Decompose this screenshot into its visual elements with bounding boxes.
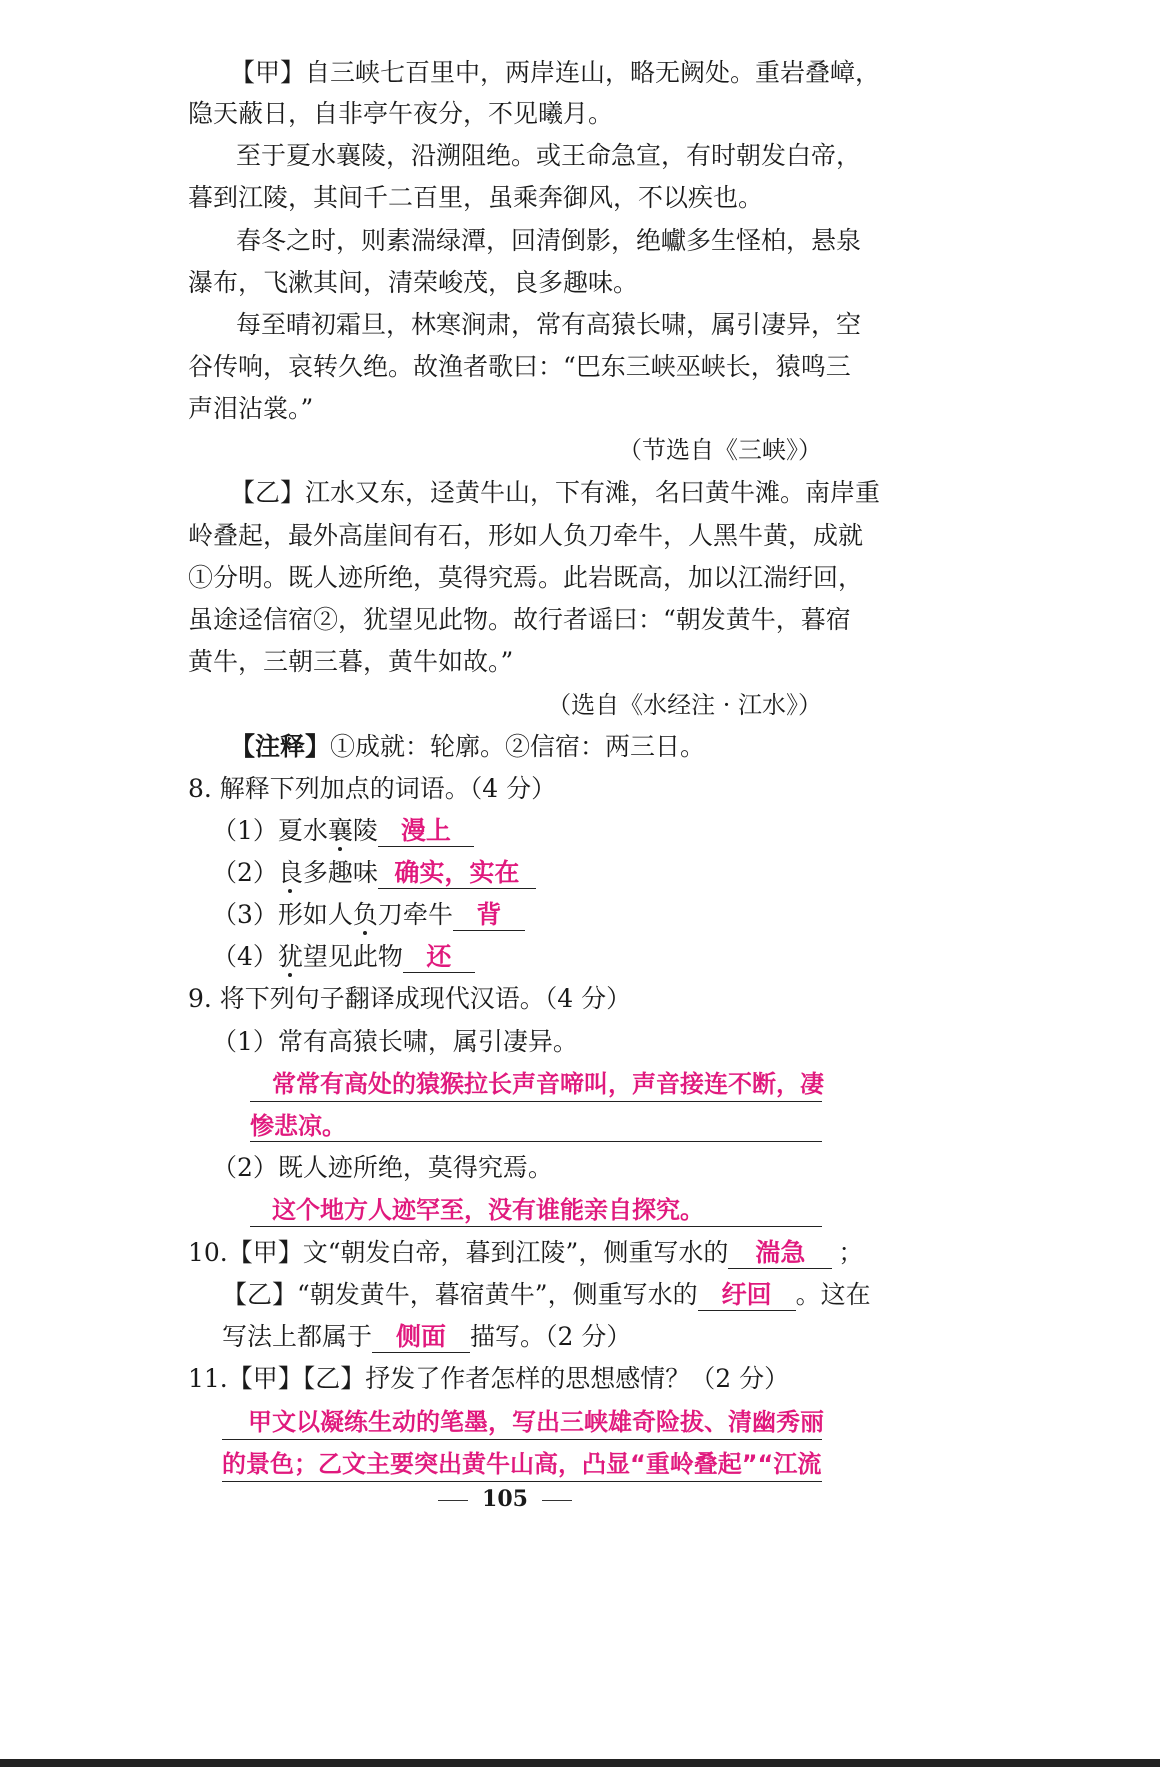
page-number: 105 [0, 1486, 1010, 1512]
passage-jia-line: 春冬之时，则素湍绿潭，回清倒影，绝巘多生怪柏，悬泉 [236, 226, 862, 255]
q11-stem: 11.【甲】【乙】抒发了作者怎样的思想感情？（2 分） [188, 1364, 790, 1393]
passage-jia-line: 每至晴初霜旦，林寒涧肃，常有高猿长啸，属引凄异，空 [236, 310, 862, 339]
passage-yi-line: 黄牛，三朝三暮，黄牛如故。” [188, 647, 514, 676]
q9-answer-2: 这个地方人迹罕至，没有谁能亲自探究。 [272, 1196, 704, 1224]
q10-answer-blank-2: 纡回 [698, 1280, 796, 1311]
emphasis-dot-char: 负 [352, 900, 378, 929]
q8-item: （3）形如人负刀牵牛 背 [212, 898, 525, 932]
passage-yi-source: （选自《水经注 · 江水》） [547, 691, 822, 719]
page-number-dash [542, 1500, 572, 1501]
q11-answer-line-2: 的景色；乙文主要突出黄牛山高，凸显“重岭叠起”“江流 [222, 1450, 822, 1478]
passage-jia-line: 瀑布，飞漱其间，清荣峻茂，良多趣味。 [188, 268, 639, 297]
passage-jia-line: 谷传响，哀转久绝。故渔者歌曰：“巴东三峡巫峡长，猿鸣三 [188, 352, 851, 381]
q10-line-2: 【乙】“朝发黄牛，暮宿黄牛”，侧重写水的 纡回 。这在 [222, 1280, 871, 1309]
passage-jia-line: 【甲】自三峡七百里中，两岸连山，略无阙处。重岩叠嶂， [230, 58, 881, 87]
notes-text: ①成就：轮廓。②信宿：两三日。 [330, 732, 706, 761]
passage-yi-line: ①分明。既人迹所绝，莫得究焉。此岩既高，加以江湍纡回， [188, 563, 864, 592]
answer-underline [250, 1141, 822, 1142]
q8-item: （2）良多趣味 确实，实在 [212, 856, 536, 890]
answer-underline [250, 1226, 822, 1227]
passage-jia-line: 至于夏水襄陵，沿溯阻绝。或王命急宣，有时朝发白帝， [236, 141, 862, 170]
q9-stem: 9. 将下列句子翻译成现代汉语。（4 分） [188, 984, 632, 1013]
q10-answer-blank-3: 侧面 [372, 1322, 470, 1353]
passage-yi-line: 【乙】江水又东，迳黄牛山，下有滩，名曰黄牛滩。南岸重 [230, 478, 881, 507]
q9-answer-1-line-2: 惨悲凉。 [250, 1112, 346, 1140]
q8-item: （1）夏水襄陵 漫上 [212, 814, 474, 848]
q8-answer-blank: 漫上 [378, 816, 474, 847]
passage-jia-line: 暮到江陵，其间千二百里，虽乘奔御风，不以疾也。 [188, 183, 764, 212]
q8-answer-blank: 背 [453, 900, 525, 931]
passage-jia-line: 声泪沾裳。” [188, 394, 314, 423]
answer-underline [250, 1101, 822, 1102]
q9-answer-1-line-1: 常常有高处的猿猴拉长声音啼叫，声音接连不断，凄 [272, 1070, 824, 1098]
emphasis-dot-char: 良 [277, 858, 303, 887]
q9-sentence-2: （2）既人迹所绝，莫得究焉。 [212, 1153, 553, 1182]
passage-jia-line: 隐天蔽日，自非亭午夜分，不见曦月。 [188, 99, 614, 128]
q8-item: （4）犹望见此物 还 [212, 940, 475, 974]
answer-underline [222, 1481, 822, 1482]
q8-answer-blank: 确实，实在 [378, 858, 536, 889]
page-number-dash [438, 1500, 468, 1501]
bottom-edge-bar [0, 1759, 1160, 1767]
q11-answer-line-1: 甲文以凝练生动的笔墨，写出三峡雄奇险拔、清幽秀丽 [248, 1408, 824, 1436]
q9-sentence-1: （1）常有高猿长啸，属引凄异。 [212, 1027, 578, 1056]
q10-line-3: 写法上都属于 侧面 描写。（2 分） [222, 1322, 632, 1351]
passage-jia-source: （节选自《三峡》） [618, 436, 822, 464]
emphasis-dot-char: 襄 [327, 816, 353, 845]
q8-stem: 8. 解释下列加点的词语。（4 分） [188, 774, 557, 803]
q10-line-1: 10.【甲】文“朝发白帝，暮到江陵”，侧重写水的 湍急 ； [188, 1238, 864, 1267]
q8-answer-blank: 还 [403, 942, 475, 973]
answer-underline [222, 1439, 822, 1440]
notes [230, 730, 705, 764]
passage-yi-line: 岭叠起，最外高崖间有石，形如人负刀牵牛，人黑牛黄，成就 [188, 521, 864, 550]
emphasis-dot-char: 犹 [277, 942, 303, 971]
passage-yi-line: 虽途迳信宿②，犹望见此物。故行者谣曰：“朝发黄牛，暮宿 [188, 605, 851, 634]
q10-answer-blank-1: 湍急 [728, 1238, 832, 1269]
notes-label: 【注释】 [230, 732, 331, 761]
